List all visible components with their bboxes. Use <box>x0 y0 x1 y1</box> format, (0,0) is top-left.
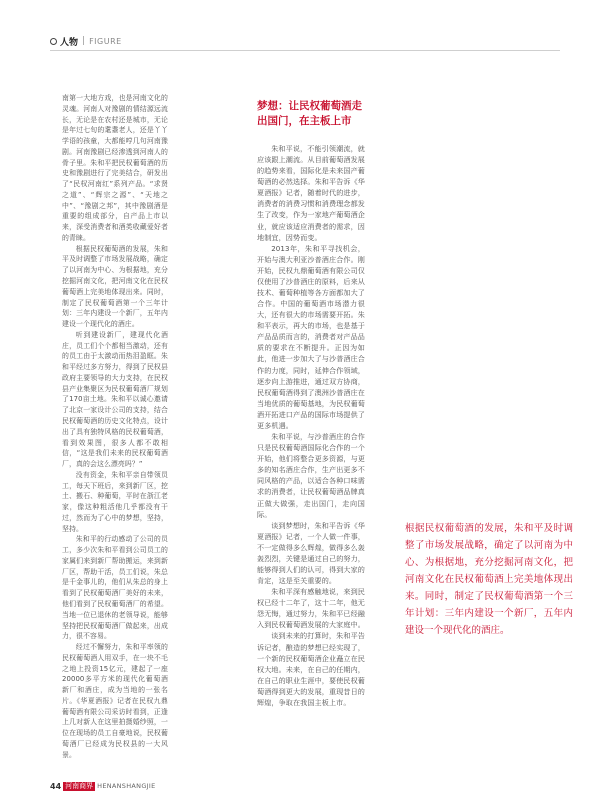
body-paragraph: 朱和平的行动感动了公司的员工，多少次朱和平看到公司员工的家属们来到新厂帮助搬运，来到新厂区，帮助干活，员工们说，朱总是千金事儿的，他们从朱总的身上看到了民权葡萄酒厂美好的未来，他们看到了民权葡萄酒厂的希望。当地一位已退休的老领导说，能够坚持把民权葡萄酒厂做起来，出成力，很不容易。 <box>62 535 168 641</box>
section-title-en: FIGURE <box>89 36 122 46</box>
magazine-name-en: HENANSHANGJIE <box>97 782 156 790</box>
body-paragraph: 2013年，朱和平寻找机会，开始与澳大利亚沙普酒庄合作。刚开始，民权九鼎葡萄酒有限公司仅仅使用了沙普酒庄的原料，后来从技术、葡萄种植等各方面都加大了合作。中国的葡萄酒市场潜力很大，还有很大的市场需要开拓。朱和平表示，再大的市场，也是基于产品品质而言的，消费者对产品品质的要求在不断提升。正因为如此，他进一步加大了与沙普酒庄合作的力度，同时，延伸合作领域，逐步向上游推进，通过双方协商，民权葡萄酒得到了澳洲沙普酒庄在当地优质的葡萄基地，为民权葡萄酒开拓进口产品的国际市场提供了更多机遇。 <box>257 243 365 430</box>
section-title: 人物 <box>60 37 79 48</box>
header-rule <box>50 50 560 51</box>
magazine-name: 河南商界 <box>65 781 94 790</box>
body-paragraph: 朱和平说，与沙普酒庄的合作只是民权葡萄酒国际化合作的一个开始，他们将整合更多资源，与更多的知名酒庄合作，生产出更多不同风格的产品，以适合各种口味需求的消费者，让民权葡萄酒品牌真正做大做强，走出国门，走向国际。 <box>257 432 365 519</box>
page-header <box>50 34 122 48</box>
body-paragraph: 根据民权葡萄酒的发展，朱和平及时调整了市场发展战略，确定了以河南为中心、为根据地，充分挖掘河南文化，把河南文化在民权葡萄酒上完美地体现出来。同时，制定了民权葡萄酒第一个三年计划：三年内建设一个新厂，五年内建设一个现代化的酒庄。 <box>62 244 168 329</box>
middle-column <box>257 99 365 708</box>
body-paragraph: 谈到未来的打算时，朱和平告诉记者，酿造的梦想已经实现了，一个新的民权葡萄酒企业矗立在民权大地。未来，在自己的任期内，在自己的职业生涯中，要使民权葡萄酒得到更大的发展，重现昔日的辉煌，争取在我国主板上市。 <box>257 631 365 707</box>
section-subheading: 梦想：让民权葡萄酒走出国门，在主板上市 <box>257 100 362 127</box>
body-paragraph: 经过不懈努力，朱和平率领的民权葡萄酒人用双手，在一块不毛之地上投资15亿元，建起了一座20000多平方米的现代化葡萄酒新厂和酒庄，成为当地的一张名片。《华夏酒报》记者在民权九鼎葡萄酒有限公司采访时看到，正逢上几对新人在这里拍摄婚纱照，一位在现场的员工自豪地说，民权葡萄酒厂已经成为民权县的一大风景。 <box>62 643 168 759</box>
section-circle-icon <box>50 38 57 45</box>
left-column <box>62 93 168 760</box>
body-paragraph: 没有资金，朱和平亲自带领员工，每天下班后，来到新厂区，挖土、搬石、种葡萄，平时在浙江老家，像这种粗活他几乎都没有干过，然而为了心中的梦想，坚持，坚持。 <box>62 470 168 533</box>
body-paragraph: 听到建设新厂，建现代化酒庄，员工们个个都相当激动，还有的员工由于太激动而热泪盈眶。朱和平经过多方努力，得到了民权县政府主要领导的大力支持，在民权县产业集聚区为民权葡萄酒厂规划了170亩土地。朱和平以诚心邀请了北京一家设计公司的支持，结合民权葡萄酒的历史文化特点，设计出了具有独特风格的民权葡萄酒，看到效果图，很多人都不敢相信，“这是我们未来的民权葡萄酒厂，真的会这么漂亮吗？” <box>62 330 168 469</box>
pull-quote: 根据民权葡萄酒的发展，朱和平及时调整了市场发展战略，确定了以河南为中心、为根据地，充分挖掘河南文化，把河南文化在民权葡萄酒上完美地体现出来。同时，制定了民权葡萄酒第一个三年计划：三年内建设一个新厂，五年内建设一个现代化的酒庄。 <box>405 523 573 636</box>
body-paragraph: 谈到梦想时，朱和平告诉《华夏酒报》记者，一个人做一件事，不一定做得多么辉煌，做得多么轰轰烈烈，关键是通过自己的努力，能够得到人们的认可，得到大家的肯定，这是至关重要的。 <box>257 520 365 586</box>
page-number: 44 <box>50 781 62 791</box>
section-divider: | <box>82 36 86 46</box>
page-footer <box>50 781 156 791</box>
body-paragraph: 朱和平深有感触地说，来到民权已经十二年了，这十二年，他无怨无悔，通过努力，朱和平已经融入到民权葡萄酒发展的大家庭中。 <box>257 587 365 630</box>
body-paragraph: 南第一大地方戏，也是河南文化的灵魂。河南人对豫剧的情结源远流长，无论是在农村还是城市，无论是年过七旬的耄耋老人，还是丫丫学语的孩童，大都能哼几句河南豫剧。河南豫剧已经渗透到河南人的骨子里。朱和平把民权葡萄酒的历史和豫剧进行了完美结合，研发出了“民权河南红”系列产品。“求贤之道”、“辉宗之源”、“天地之中”、“豫剧之邦”，其中豫剧酒是重要的组成部分，自产品上市以来，深受消费者和酒类收藏爱好者的青睐。 <box>62 94 168 242</box>
body-paragraph: 朱和平说，不能引领潮流，就应该跟上潮流。从目前葡萄酒发展的趋势来看，国际化是未来国产葡萄酒的必然选择。朱和平告诉《华夏酒报》记者，随着时代的进步，消费者的消费习惯和消费理念都发生了改变，作为一家地产葡萄酒企业，就应该适应消费者的需求，因地制宜，因势而变。 <box>257 144 365 242</box>
